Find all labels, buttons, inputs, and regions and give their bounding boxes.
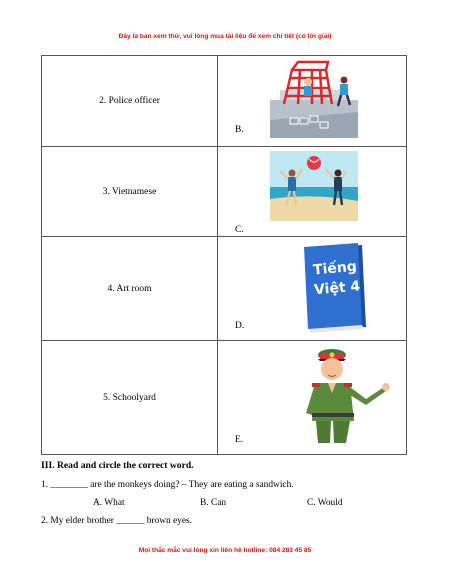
matching-table bbox=[41, 55, 407, 455]
playground-climbing-frame-image bbox=[270, 60, 358, 138]
table-row bbox=[42, 341, 407, 455]
row-right-cell bbox=[218, 56, 407, 147]
row-letter: B. bbox=[235, 125, 244, 135]
row-right-cell bbox=[218, 147, 407, 237]
row-letter: D. bbox=[235, 321, 245, 331]
footer-notice: Mọi thắc mắc vui lòng xin liên hệ hotline: 084 283 45 85 bbox=[138, 547, 312, 554]
row-letter: C. bbox=[235, 225, 244, 235]
row-left-text: 4. Art room bbox=[42, 237, 218, 341]
police-officer-image bbox=[300, 347, 390, 445]
row-left-text: 5. Schoolyard bbox=[42, 341, 218, 455]
row-left-text: 2. Police officer bbox=[42, 56, 218, 147]
table-row bbox=[42, 237, 407, 341]
row-right-cell bbox=[218, 237, 407, 341]
question-1: 1. ________ are the monkeys doing? – They are eating a sandwich. bbox=[41, 480, 294, 490]
row-right-cell bbox=[218, 341, 407, 455]
section-title: III. Read and circle the correct word. bbox=[41, 460, 194, 471]
option-a: A. What bbox=[93, 498, 125, 508]
question-2: 2. My elder brother ______ brown eyes. bbox=[41, 516, 193, 526]
book-title-line1: Tiếng bbox=[312, 258, 358, 279]
tieng-viet-book-image bbox=[300, 243, 370, 333]
header-notice: Đây là bản xem thử, vui lòng mua tài liệu để xem chi tiết (có lời giải) bbox=[118, 33, 332, 40]
table-row bbox=[42, 147, 407, 237]
table-row bbox=[42, 56, 407, 147]
beach-volleyball-image bbox=[270, 151, 358, 221]
row-left-text: 3. Vietnamese bbox=[42, 147, 218, 237]
row-letter: E. bbox=[235, 435, 244, 445]
book-title-line2: Việt 4 bbox=[313, 278, 361, 299]
option-c: C. Would bbox=[307, 498, 343, 508]
option-b: B. Can bbox=[200, 498, 227, 508]
